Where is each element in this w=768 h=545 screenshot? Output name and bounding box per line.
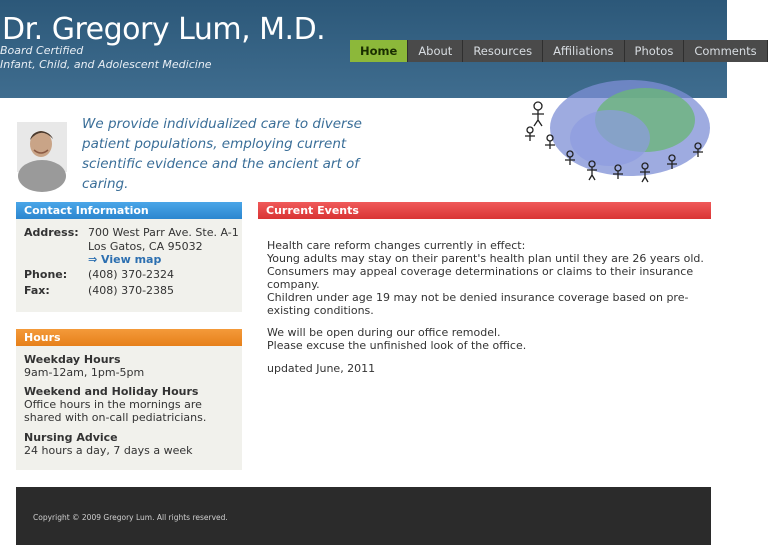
event-text: Consumers may appeal coverage determinations or claims to their insurance company. — [267, 265, 694, 291]
copyright-text: Copyright © 2009 Gregory Lum. All rights reserved. — [33, 513, 228, 522]
weekend-hours-text: Office hours in the mornings are shared with on-call pediatricians. — [24, 398, 207, 424]
nursing-advice-title: Nursing Advice — [24, 431, 118, 444]
event-text: Young adults may stay on their parent's health plan until they are 26 years old. — [267, 252, 704, 265]
address-label: Address: — [24, 226, 79, 239]
current-events-heading: Current Events — [258, 202, 711, 219]
event-text: Children under age 19 may not be denied insurance coverage based on pre-existing conditions. — [267, 291, 689, 317]
weekday-hours-title: Weekday Hours — [24, 353, 121, 366]
address-line1: 700 West Parr Ave. Ste. A-1 — [88, 226, 239, 239]
event-text: Health care reform changes currently in effect: — [267, 239, 526, 252]
hours-panel — [16, 329, 242, 470]
practice-tagline: We provide individualized care to diverse patient populations, employing current scientific evidence and the ancient art of caring. — [82, 116, 362, 192]
view-map-link[interactable]: ⇒ View map — [88, 253, 162, 266]
contact-heading: Contact Information — [16, 202, 242, 219]
event-text: We will be open during our office remodel. — [267, 326, 501, 339]
address-line2: Los Gatos, CA 95032 — [88, 240, 203, 253]
event-updated-date: updated June, 2011 — [267, 362, 376, 375]
nav-resources[interactable]: Resources — [463, 40, 543, 62]
fax-value: (408) 370-2385 — [88, 284, 175, 297]
site-subtitle-certification: Board Certified — [0, 44, 84, 57]
site-title[interactable]: Dr. Gregory Lum, M.D. — [2, 12, 326, 47]
weekend-hours-title: Weekend and Holiday Hours — [24, 385, 199, 398]
phone-label: Phone: — [24, 268, 68, 281]
current-events-panel — [258, 202, 711, 375]
phone-value: (408) 370-2324 — [88, 268, 175, 281]
nav-photos[interactable]: Photos — [625, 40, 685, 62]
contact-information-panel — [16, 202, 242, 312]
site-subtitle-specialty: Infant, Child, and Adolescent Medicine — [0, 58, 212, 71]
event-text: Please excuse the unfinished look of the office. — [267, 339, 527, 352]
nav-home[interactable]: Home — [350, 40, 408, 62]
site-footer — [16, 487, 711, 545]
weekday-hours-text: 9am-12am, 1pm-5pm — [24, 366, 145, 379]
nav-about[interactable]: About — [408, 40, 463, 62]
nursing-advice-text: 24 hours a day, 7 days a week — [24, 444, 193, 457]
fax-label: Fax: — [24, 284, 50, 297]
main-nav — [350, 40, 768, 62]
nav-comments[interactable]: Comments — [684, 40, 767, 62]
hours-heading: Hours — [16, 329, 242, 346]
doctor-photo — [17, 122, 67, 172]
children-drawing-illustration — [520, 98, 720, 190]
nav-affiliations[interactable]: Affiliations — [543, 40, 624, 62]
